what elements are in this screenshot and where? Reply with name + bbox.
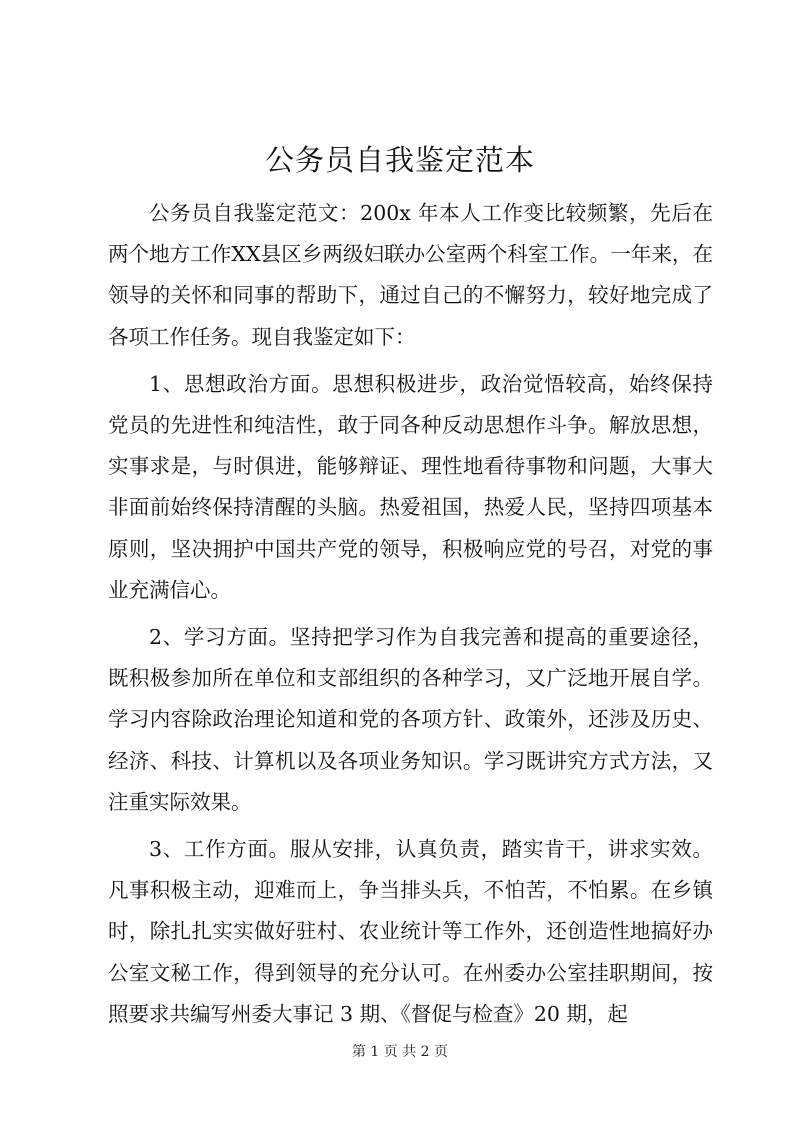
page-number-footer: 第 1 页 共 2 页	[351, 1044, 449, 1060]
paragraph-work: 3、工作方面。服从安排，认真负责，踏实肯干，讲求实效。凡事积极主动，迎难而上，争当排头兵，不怕苦，不怕累。在乡镇时，除扎扎实实做好驻村、农业统计等工作外，还创造性地搞好办公室文秘工作，得到领导的充分认可。在州委办公室挂职期间，按照要求共编写州委大事记 3 期、《督促与检查》20 期，起	[108, 837, 713, 1026]
document-title: 公务员自我鉴定范本	[264, 143, 535, 177]
paragraph-political: 1、思想政治方面。思想积极进步，政治觉悟较高，始终保持党员的先进性和纯洁性，敢于同各种反动思想作斗争。解放思想，实事求是，与时俱进，能够辩证、理性地看待事物和问题，大事大非面前始终保持清醒的头脑。热爱祖国，热爱人民，坚持四项基本原则，坚决拥护中国共产党的领导，积极响应党的号召，对党的事业充满信心。	[108, 371, 713, 602]
paragraph-study: 2、学习方面。坚持把学习作为自我完善和提高的重要途径，既积极参加所在单位和支部组织的各种学习，又广泛地开展自学。学习内容除政治理论知道和党的各项方针、政策外，还涉及历史、经济、科技、计算机以及各项业务知识。学习既讲究方式方法，又注重实际效果。	[108, 625, 713, 814]
document-body	[108, 193, 713, 1041]
paragraph-intro: 公务员自我鉴定范文：200x 年本人工作变比较频繁，先后在两个地方工作XX县区乡两级妇联办公室两个科室工作。一年来，在领导的关怀和同事的帮助下，通过自己的不懈努力，较好地完成了各项工作任务。现自我鉴定如下：	[108, 201, 713, 349]
